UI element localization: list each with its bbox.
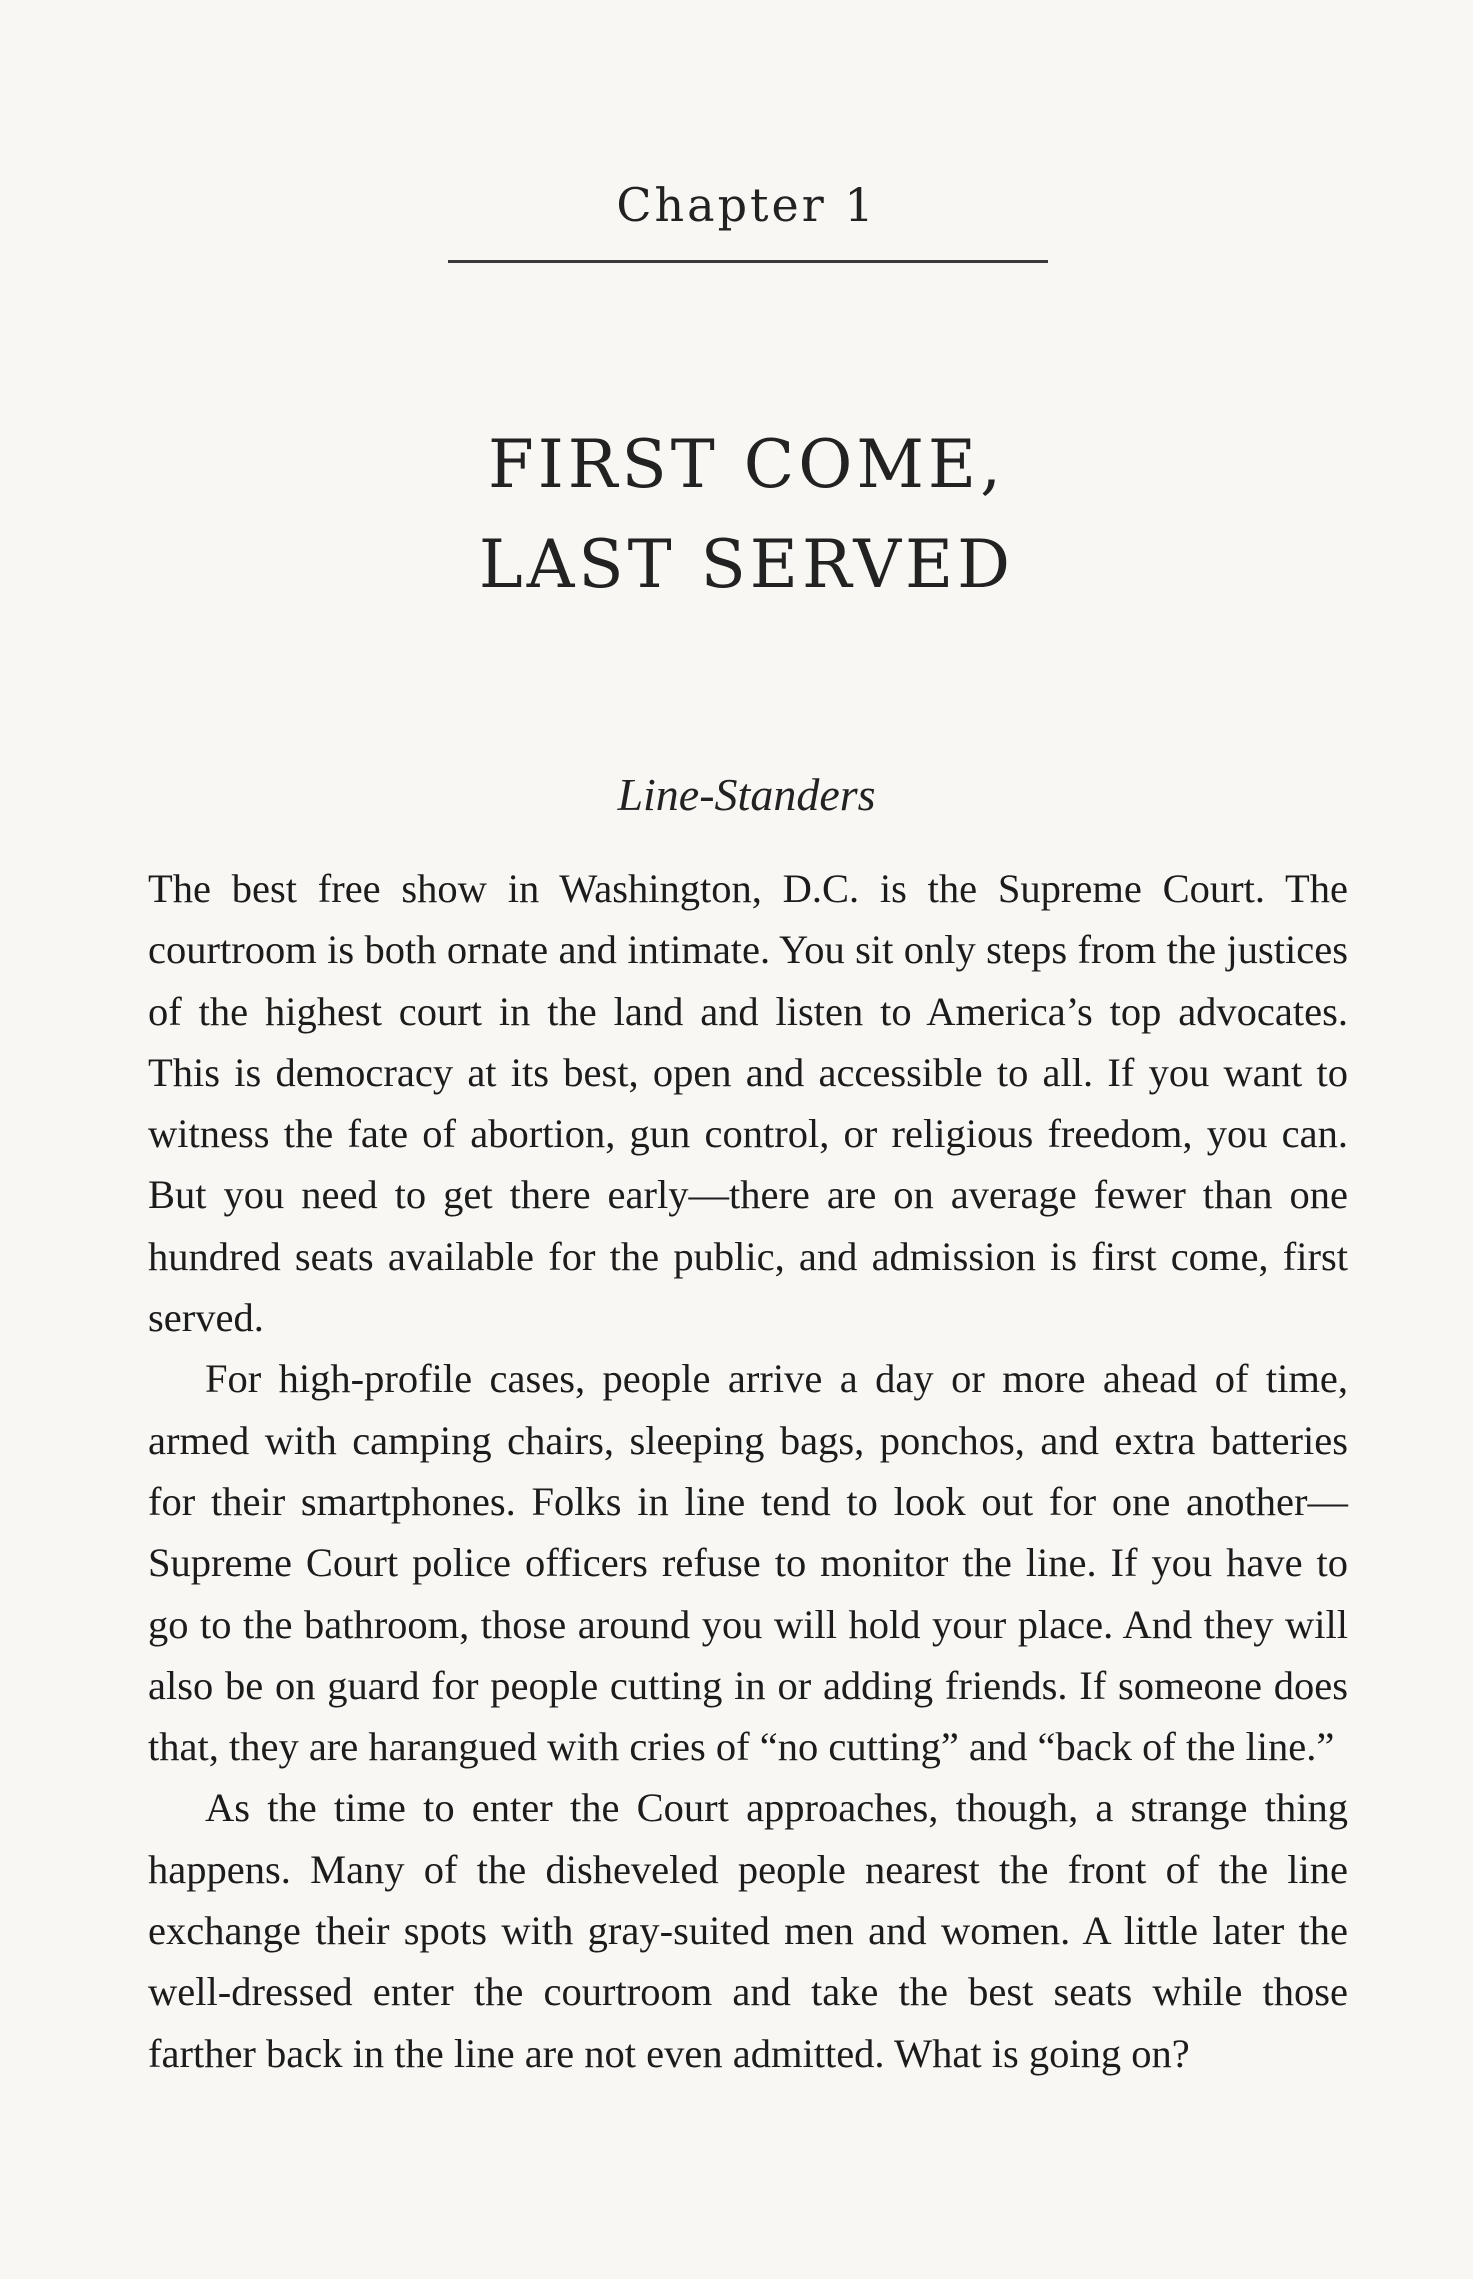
chapter-title-line-1: FIRST COME, xyxy=(487,426,1006,503)
paragraph-3: As the time to enter the Court approaches, though, a strange thing happens. Many of the disheveled people nearest the front of the line exchange their spots with gray-suited men and women. A little later the well-dressed enter the courtroom and take the best seats while those farther back in the line are not even admitted. What is going on? xyxy=(148,1785,1348,2076)
chapter-title xyxy=(0,415,1473,615)
chapter-divider xyxy=(448,260,1048,263)
body-text xyxy=(148,858,1348,2084)
section-heading: Line-Standers xyxy=(617,769,876,820)
chapter-title-line-2: LAST SERVED xyxy=(478,526,1015,603)
chapter-label: Chapter 1 xyxy=(616,178,877,232)
paragraph-2: For high-profile cases, people arrive a day or more ahead of time, armed with camping chairs, sleeping bags, ponchos, and extra batteries for their smartphones. Folks in line tend to look out for one another—Supreme Court police officers refuse to monitor the line. If you have to go to the bathroom, those around you will hold your place. And they will also be on guard for people cutting in or adding friends. If someone does that, they are harangued with cries of “no cutting” and “back of the line.” xyxy=(148,1356,1348,1770)
paragraph-1: The best free show in Washington, D.C. is the Supreme Court. The courtroom is both ornate and intimate. You sit only steps from the justices of the highest court in the land and listen to America’s top advocates. This is democracy at its best, open and accessible to all. If you want to witness the fate of abortion, gun control, or religious freedom, you can. But you need to get there early—there are on average fewer than one hundred seats available for the public, and admission is first come, first served. xyxy=(148,866,1348,1341)
